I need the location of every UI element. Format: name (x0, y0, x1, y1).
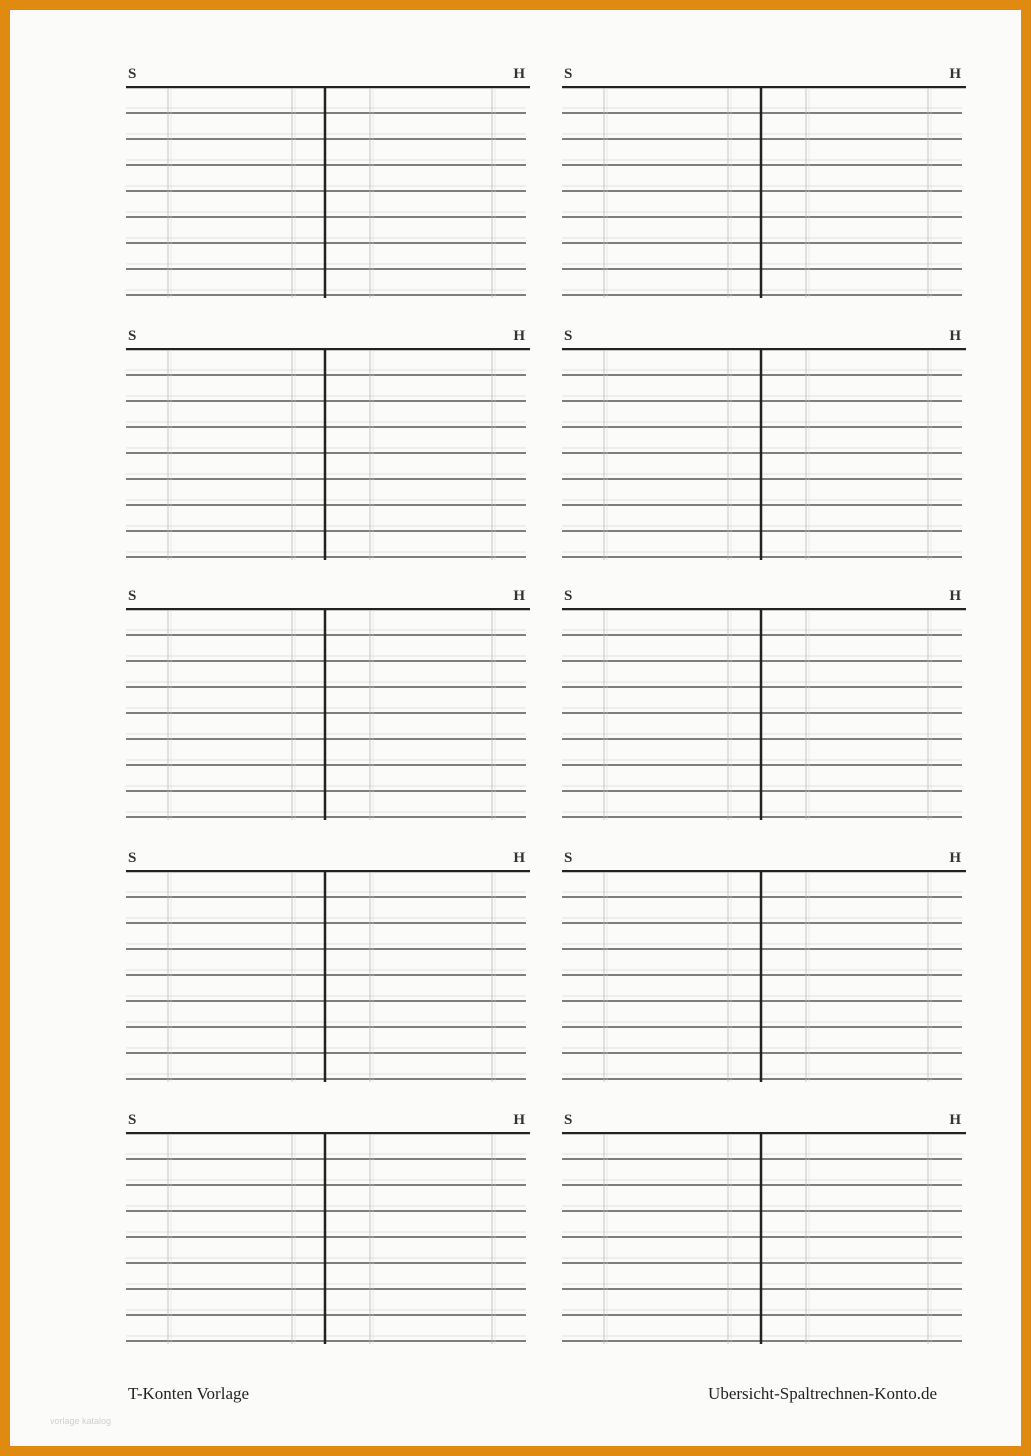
t-account-grid (126, 870, 530, 1082)
t-account-grid (562, 1132, 966, 1344)
debit-label: S (564, 1112, 574, 1128)
debit-label: S (128, 850, 138, 866)
t-account (562, 1112, 966, 1352)
t-account (562, 588, 966, 828)
credit-label: H (513, 66, 526, 82)
footer-source: Ubersicht-Spaltrechnen-Konto.de (708, 1384, 937, 1403)
t-account-grid (562, 870, 966, 1082)
t-account (126, 850, 530, 1090)
credit-label: H (513, 850, 526, 866)
credit-label: H (513, 1112, 526, 1128)
t-account (126, 328, 530, 568)
t-account (562, 328, 966, 568)
t-account-grid (562, 348, 966, 560)
debit-label: S (564, 66, 574, 82)
t-account (126, 66, 530, 306)
t-account-grid (126, 86, 530, 298)
credit-label: H (949, 66, 962, 82)
t-account (126, 588, 530, 828)
t-account-grid (126, 1132, 530, 1344)
credit-label: H (513, 588, 526, 604)
debit-label: S (564, 588, 574, 604)
debit-label: S (128, 588, 138, 604)
credit-label: H (949, 850, 962, 866)
t-account-grid (126, 348, 530, 560)
t-account (562, 66, 966, 306)
debit-label: S (564, 850, 574, 866)
debit-label: S (564, 328, 574, 344)
t-account (126, 1112, 530, 1352)
t-account-grid (126, 608, 530, 820)
debit-label: S (128, 1112, 138, 1128)
t-account (562, 850, 966, 1090)
watermark: vorlage katalog (50, 1416, 112, 1426)
debit-label: S (128, 66, 138, 82)
t-account-grid (562, 86, 966, 298)
credit-label: H (949, 588, 962, 604)
credit-label: H (949, 1112, 962, 1128)
debit-label: S (128, 328, 138, 344)
footer-title: T-Konten Vorlage (128, 1384, 250, 1403)
credit-label: H (513, 328, 526, 344)
credit-label: H (949, 328, 962, 344)
t-account-grid (562, 608, 966, 820)
